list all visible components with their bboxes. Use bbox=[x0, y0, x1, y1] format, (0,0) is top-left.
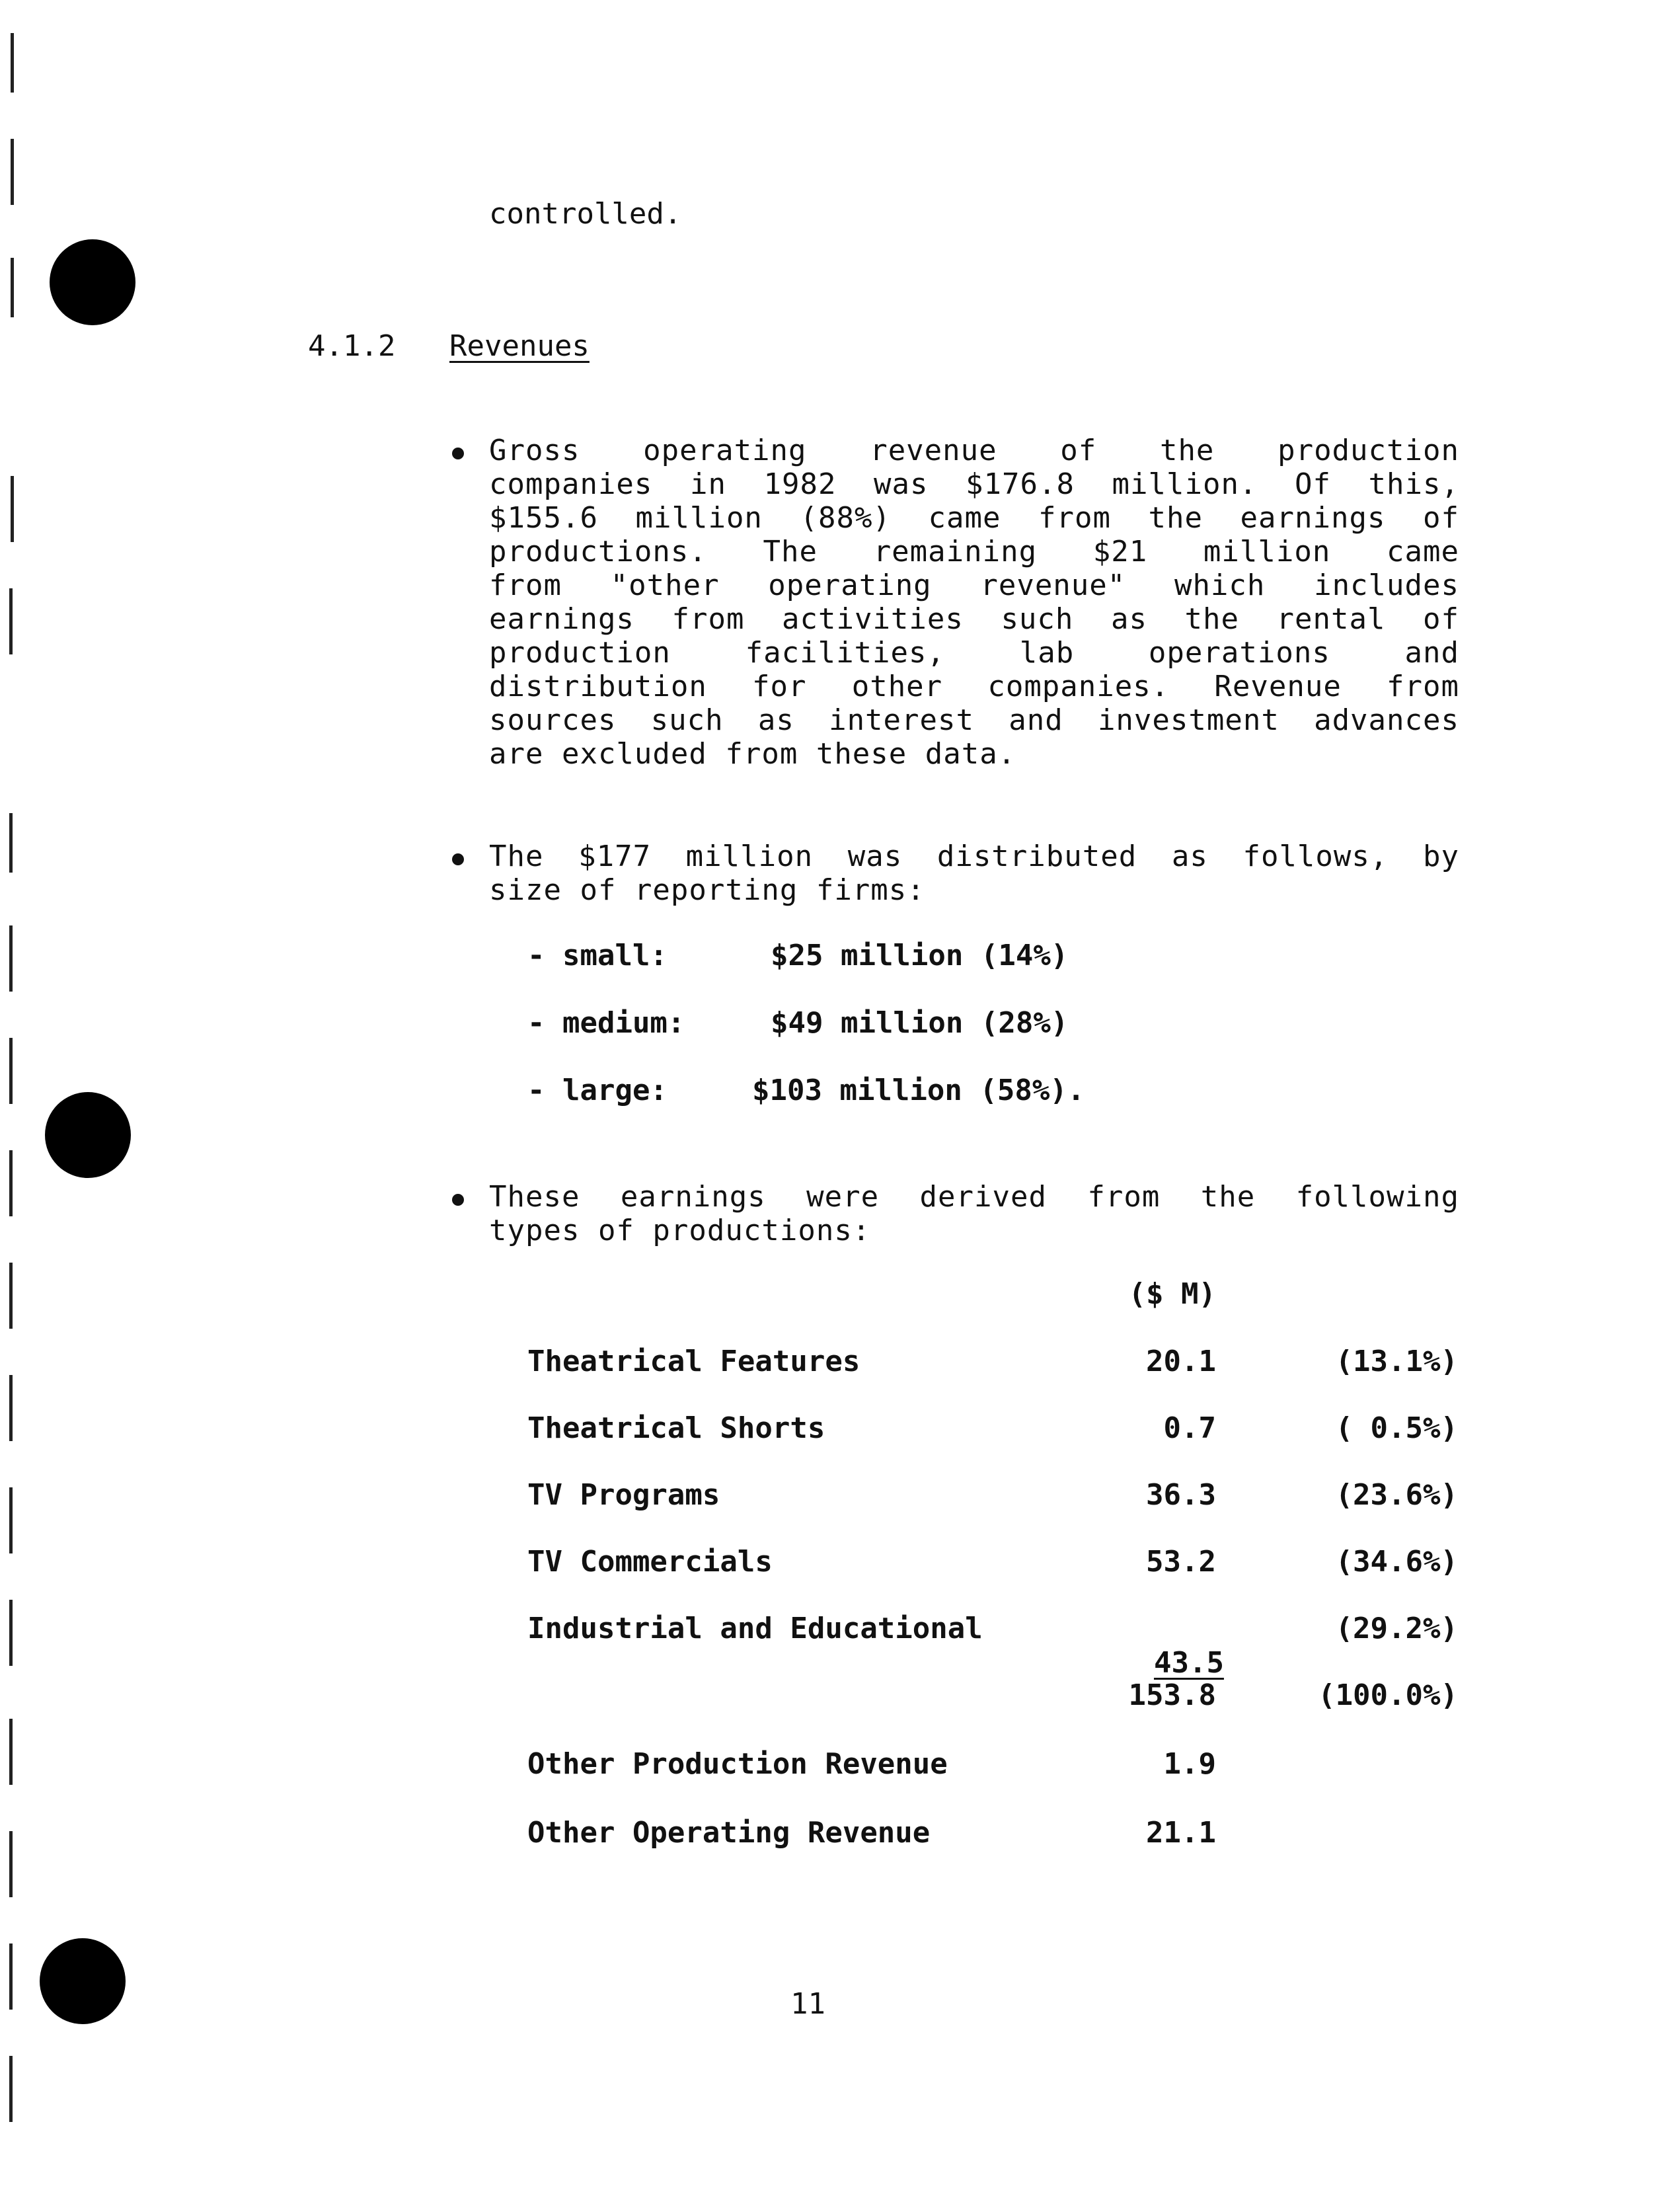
table-row-percent: (34.6%) bbox=[1335, 1545, 1458, 1579]
edge-mark bbox=[9, 1831, 13, 1897]
paragraph-line: from "other operating revenue" which includes bbox=[489, 569, 1459, 602]
table-total-percent: (100.0%) bbox=[1318, 1678, 1458, 1712]
edge-mark bbox=[9, 2056, 13, 2122]
section-title: Revenues bbox=[449, 329, 590, 363]
table-row-value: 20.1 bbox=[1146, 1345, 1216, 1378]
edge-mark bbox=[9, 1487, 13, 1553]
firm-size-value-large: $103 million (58%). bbox=[752, 1074, 1085, 1107]
edge-mark bbox=[11, 139, 14, 205]
page-number: 11 bbox=[790, 1987, 825, 2021]
table-row-value: 53.2 bbox=[1146, 1545, 1216, 1579]
edge-mark bbox=[9, 1263, 13, 1329]
table-row-value: 43.5 bbox=[1153, 1646, 1224, 1680]
edge-mark bbox=[9, 1375, 13, 1441]
punch-hole-bottom bbox=[40, 1938, 126, 2024]
table-row-value: 36.3 bbox=[1146, 1478, 1216, 1512]
edge-mark bbox=[11, 33, 14, 93]
firm-size-value-medium: $49 million (28%) bbox=[771, 1006, 1069, 1040]
paragraph-line: production facilities, lab operations and bbox=[489, 636, 1459, 670]
edge-mark bbox=[9, 813, 13, 873]
paragraph-line: The $177 million was distributed as follows, by bbox=[489, 840, 1459, 873]
table-row-label: Theatrical Shorts bbox=[527, 1411, 825, 1445]
paragraph-line: companies in 1982 was $176.8 million. Of this, bbox=[489, 467, 1459, 501]
bullet-icon bbox=[452, 853, 464, 865]
punch-hole-middle bbox=[45, 1092, 131, 1178]
firm-size-value-small: $25 million (14%) bbox=[771, 939, 1069, 972]
table-row-value: 0.7 bbox=[1163, 1411, 1216, 1445]
paragraph-line: are excluded from these data. bbox=[489, 737, 1016, 771]
paragraph-gross-revenue bbox=[489, 434, 1459, 771]
edge-mark bbox=[11, 258, 14, 317]
table-row-percent: ( 0.5%) bbox=[1335, 1411, 1458, 1445]
edge-mark bbox=[11, 476, 14, 542]
paragraph-production-types bbox=[489, 1180, 1459, 1247]
firm-size-label-medium: - medium: bbox=[527, 1006, 685, 1040]
table-row-percent: (29.2%) bbox=[1335, 1612, 1458, 1645]
table-total-value: 153.8 bbox=[1128, 1678, 1216, 1712]
table-other-value: 21.1 bbox=[1146, 1816, 1216, 1850]
paragraph-line: $155.6 million (88%) came from the earnings of bbox=[489, 501, 1459, 535]
section-number: 4.1.2 bbox=[308, 329, 396, 363]
paragraph-line: productions. The remaining $21 million came bbox=[489, 535, 1459, 569]
table-row-percent: (23.6%) bbox=[1335, 1478, 1458, 1512]
table-row-label: Industrial and Educational bbox=[527, 1612, 983, 1645]
table-other-value: 1.9 bbox=[1163, 1747, 1216, 1781]
edge-mark bbox=[9, 1600, 13, 1666]
table-row-percent: (13.1%) bbox=[1335, 1345, 1458, 1378]
table-row-label: TV Programs bbox=[527, 1478, 720, 1512]
edge-mark bbox=[9, 588, 13, 654]
paragraph-distribution bbox=[489, 840, 1459, 907]
punch-hole-top bbox=[50, 239, 135, 325]
edge-mark bbox=[9, 925, 13, 992]
table-row-label: Theatrical Features bbox=[527, 1345, 860, 1378]
paragraph-line: size of reporting firms: bbox=[489, 873, 925, 907]
edge-mark bbox=[9, 1943, 13, 2010]
firm-size-label-large: - large: bbox=[527, 1074, 668, 1107]
paragraph-line: earnings from activities such as the rental of bbox=[489, 602, 1459, 636]
paragraph-line: sources such as interest and investment advances bbox=[489, 703, 1459, 737]
table-row-label: TV Commercials bbox=[527, 1545, 773, 1579]
paragraph-line: Gross operating revenue of the production bbox=[489, 434, 1459, 467]
paragraph-line: These earnings were derived from the following bbox=[489, 1180, 1459, 1214]
bullet-icon bbox=[452, 448, 464, 459]
edge-mark bbox=[9, 1038, 13, 1104]
bullet-icon bbox=[452, 1194, 464, 1206]
paragraph-line: types of productions: bbox=[489, 1214, 871, 1247]
table-unit-header: ($ M) bbox=[1128, 1277, 1216, 1311]
table-other-label: Other Operating Revenue bbox=[527, 1816, 931, 1850]
continuation-text: controlled. bbox=[489, 197, 682, 231]
paragraph-line: distribution for other companies. Revenue from bbox=[489, 670, 1459, 703]
table-other-label: Other Production Revenue bbox=[527, 1747, 948, 1781]
firm-size-label-small: - small: bbox=[527, 939, 668, 972]
edge-mark bbox=[9, 1150, 13, 1216]
edge-mark bbox=[9, 1719, 13, 1785]
